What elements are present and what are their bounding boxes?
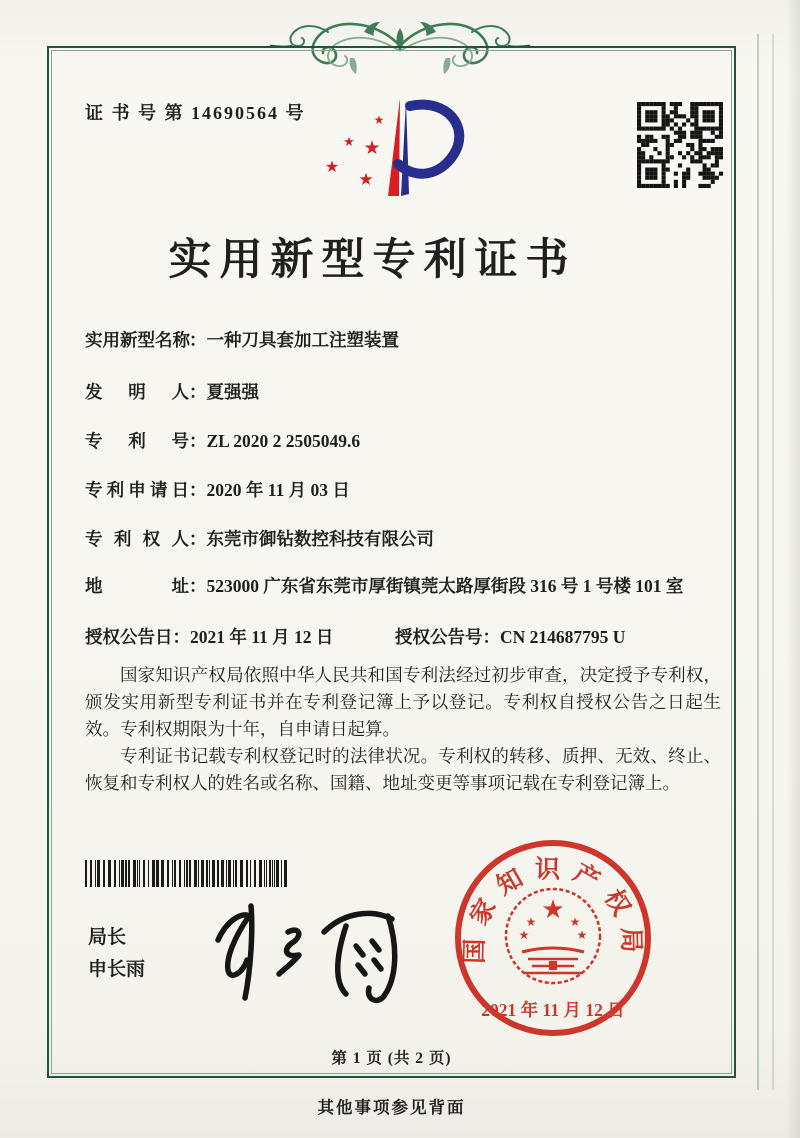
field-label: 地 址 [85, 576, 189, 596]
svg-text:★: ★ [576, 928, 588, 942]
svg-text:★: ★ [358, 170, 374, 189]
commissioner-signature [196, 898, 410, 1004]
field-row-address [85, 574, 755, 599]
field-row-name [85, 328, 399, 353]
seal-org-text: 国家知识产权局 [461, 856, 645, 964]
field-value: 2021 年 11 月 12 日 [190, 627, 334, 647]
qr-code [637, 102, 723, 188]
colon: ： [189, 480, 207, 500]
svg-text:★: ★ [343, 134, 355, 149]
field-label: 发 明 人 [85, 382, 189, 402]
national-emblem [506, 889, 600, 983]
photo-edge-shadow [786, 0, 800, 1138]
svg-text:★: ★ [324, 159, 340, 176]
field-value: ZL 2020 2 2505049.6 [206, 431, 361, 451]
field-label: 专 利 权 人 [85, 529, 189, 549]
svg-text:★: ★ [525, 915, 537, 929]
barcode [85, 860, 290, 887]
colon: ： [482, 627, 500, 647]
field-label: 专 利 号 [85, 431, 189, 451]
colon: ： [189, 382, 207, 402]
certificate-title: 实用新型专利证书 [168, 237, 577, 284]
colon: ： [189, 529, 207, 549]
field-value: 夏强强 [206, 382, 259, 402]
page-number: 第 1 页 (共 2 页) [331, 1050, 452, 1067]
certificate-number: 证 书 号 第 14690564 号 [85, 103, 306, 123]
svg-text:★: ★ [518, 928, 530, 942]
field-row-patentee [85, 527, 434, 552]
commissioner-title: 局长 [88, 927, 127, 948]
field-value: 东莞市御钻数控科技有限公司 [206, 529, 434, 549]
seal-date: 2021 年 11 月 12 日 [481, 1000, 625, 1020]
colon: ： [189, 576, 207, 596]
field-row-filing-date [85, 478, 350, 503]
field-label: 授权公告号 [395, 627, 483, 647]
field-label: 专 利 申 请 日 [85, 480, 189, 500]
colon: ： [189, 431, 207, 451]
official-round-seal [452, 840, 654, 1042]
field-label: 授权公告日 [85, 627, 173, 647]
colon: ： [172, 627, 190, 647]
field-row-grant-date [85, 624, 333, 649]
commissioner-name: 申长雨 [88, 959, 146, 980]
see-reverse-note: 其他事项参见背面 [317, 1098, 466, 1117]
legal-paragraph-1: 国家知识产权局依照中华人民共和国专利法经过初步审查，决定授予专利权，颁发实用新型专利证书并在专利登记簿上予以登记。专利权自授权公告之日起生效。专利权期限为十年，自申请日起算。 [85, 665, 721, 739]
field-value: CN 214687795 U [500, 627, 626, 647]
svg-text:★: ★ [373, 113, 385, 127]
field-row-patent-number [85, 429, 360, 454]
svg-text:★: ★ [541, 895, 565, 924]
field-label: 实 用 新 型 名 称 [85, 330, 190, 350]
svg-text:★: ★ [363, 138, 381, 159]
second-page-edge [757, 34, 759, 1090]
field-value: 一种刀具套加工注塑装置 [206, 330, 399, 350]
cnipa-logo [322, 90, 478, 206]
legal-text-block [85, 662, 721, 797]
field-value: 523000 广东省东莞市厚街镇莞太路厚街段 316 号 1 号楼 101 室 [206, 576, 684, 596]
colon: ： [189, 330, 207, 350]
svg-text:★: ★ [569, 915, 581, 929]
legal-paragraph-2: 专利证书记载专利权登记时的法律状况。专利权的转移、质押、无效、终止、恢复和专利权人的姓名或名称、国籍、地址变更等事项记载在专利登记簿上。 [85, 746, 721, 793]
field-row-inventor [85, 380, 259, 405]
field-row-grant-number [395, 624, 625, 649]
field-value: 2020 年 11 月 03 日 [206, 480, 350, 500]
second-page-edge-outer [772, 34, 774, 1090]
